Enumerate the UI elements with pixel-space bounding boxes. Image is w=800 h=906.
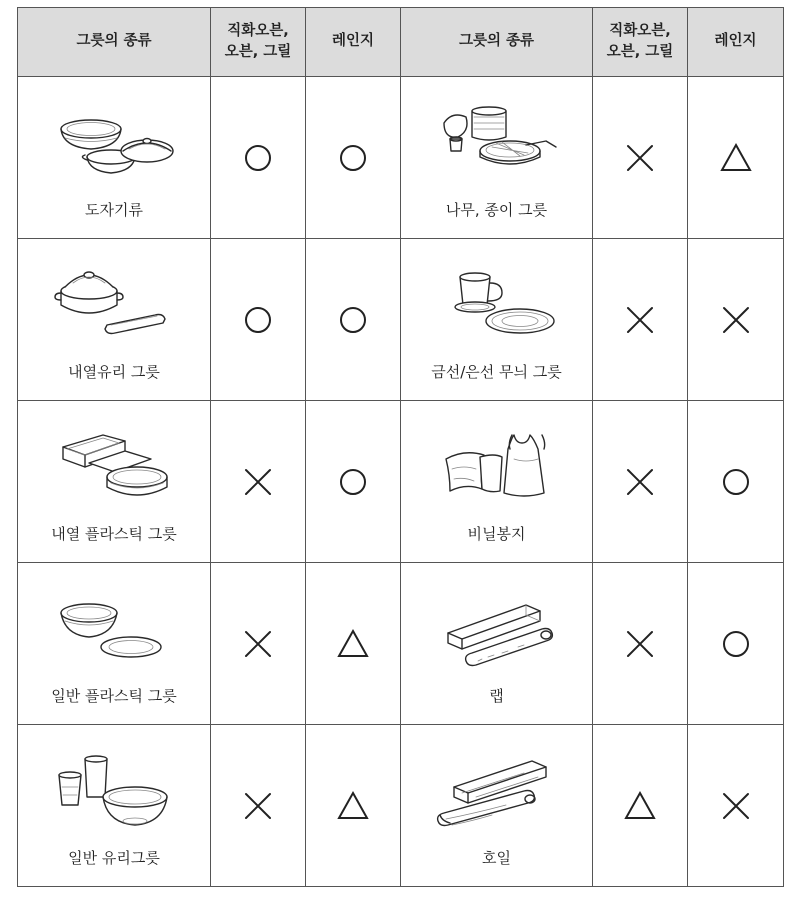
not-compatible-x-icon <box>241 627 275 661</box>
header-row <box>18 8 784 77</box>
oven-cell <box>593 725 688 887</box>
compatible-circle-icon <box>241 303 275 337</box>
oven-cell <box>593 563 688 725</box>
item-cell <box>18 401 211 563</box>
header-type-left: 그릇의 종류 <box>18 8 211 77</box>
conditional-triangle-icon <box>623 789 657 823</box>
table-row <box>18 239 784 401</box>
item-cell <box>18 77 211 239</box>
plastic-wrap-roll-icon <box>432 591 562 671</box>
item-name: 금선/은선 무늬 그릇 <box>431 363 562 381</box>
compatible-circle-icon <box>336 465 370 499</box>
oven-cell <box>593 401 688 563</box>
compatible-circle-icon <box>719 627 753 661</box>
item-cell <box>401 725 593 887</box>
oven-cell <box>211 563 306 725</box>
item-name: 내열 플라스틱 그릇 <box>51 525 177 543</box>
oven-cell <box>211 77 306 239</box>
microwave-cell <box>688 77 784 239</box>
header-oven-line2: 오븐, 그릴 <box>606 44 674 60</box>
item-cell <box>401 563 593 725</box>
ceramic-dish-icon <box>49 105 179 185</box>
compatible-circle-icon <box>336 303 370 337</box>
microwave-cell <box>306 563 401 725</box>
conditional-triangle-icon <box>719 141 753 175</box>
heat-resistant-glass-icon <box>49 267 179 347</box>
header-oven-line1: 직화오븐, <box>227 22 289 39</box>
not-compatible-x-icon <box>241 789 275 823</box>
table-row <box>18 563 784 725</box>
conditional-triangle-icon <box>336 627 370 661</box>
conditional-triangle-icon <box>336 789 370 823</box>
not-compatible-x-icon <box>623 627 657 661</box>
item-cell <box>18 725 211 887</box>
not-compatible-x-icon <box>623 141 657 175</box>
item-name: 내열유리 그릇 <box>68 363 160 381</box>
item-name: 도자기류 <box>85 201 143 219</box>
foil-roll-icon <box>432 753 562 833</box>
item-name: 랩 <box>489 687 504 705</box>
wood-paper-bowl-icon <box>432 105 562 185</box>
heat-resistant-plastic-icon <box>49 429 179 509</box>
item-cell <box>18 239 211 401</box>
not-compatible-x-icon <box>623 303 657 337</box>
compatibility-table <box>17 7 784 887</box>
microwave-cell <box>306 401 401 563</box>
gold-silver-rim-dish-icon <box>432 267 562 347</box>
header-oven-line2: 오븐, 그릴 <box>224 44 292 60</box>
compatible-circle-icon <box>336 141 370 175</box>
item-cell <box>401 401 593 563</box>
microwave-cell <box>306 725 401 887</box>
microwave-cell <box>306 77 401 239</box>
not-compatible-x-icon <box>719 789 753 823</box>
header-oven-left <box>211 8 306 77</box>
not-compatible-x-icon <box>623 465 657 499</box>
item-name: 비닐봉지 <box>467 525 526 543</box>
compatible-circle-icon <box>719 465 753 499</box>
item-name: 일반 플라스틱 그릇 <box>51 687 177 705</box>
microwave-cell <box>688 239 784 401</box>
glassware-icon <box>49 753 179 833</box>
oven-cell <box>593 239 688 401</box>
microwave-cell <box>306 239 401 401</box>
table-row <box>18 401 784 563</box>
oven-cell <box>211 401 306 563</box>
item-name: 일반 유리그릇 <box>68 849 160 867</box>
item-cell <box>401 77 593 239</box>
oven-cell <box>593 77 688 239</box>
header-microwave-left: 레인지 <box>306 8 401 77</box>
microwave-cell <box>688 401 784 563</box>
microwave-cell <box>688 563 784 725</box>
microwave-cell <box>688 725 784 887</box>
item-cell <box>401 239 593 401</box>
plastic-bowl-icon <box>49 591 179 671</box>
header-microwave-right: 레인지 <box>688 8 784 77</box>
not-compatible-x-icon <box>719 303 753 337</box>
header-type-right: 그릇의 종류 <box>401 8 593 77</box>
header-oven-right <box>593 8 688 77</box>
table-row <box>18 77 784 239</box>
item-name: 나무, 종이 그릇 <box>445 201 548 219</box>
plastic-bag-icon <box>432 429 562 509</box>
oven-cell <box>211 725 306 887</box>
compatible-circle-icon <box>241 141 275 175</box>
header-oven-line1: 직화오븐, <box>609 22 671 39</box>
oven-cell <box>211 239 306 401</box>
item-cell <box>18 563 211 725</box>
not-compatible-x-icon <box>241 465 275 499</box>
item-name: 호일 <box>482 849 511 867</box>
table-row <box>18 725 784 887</box>
